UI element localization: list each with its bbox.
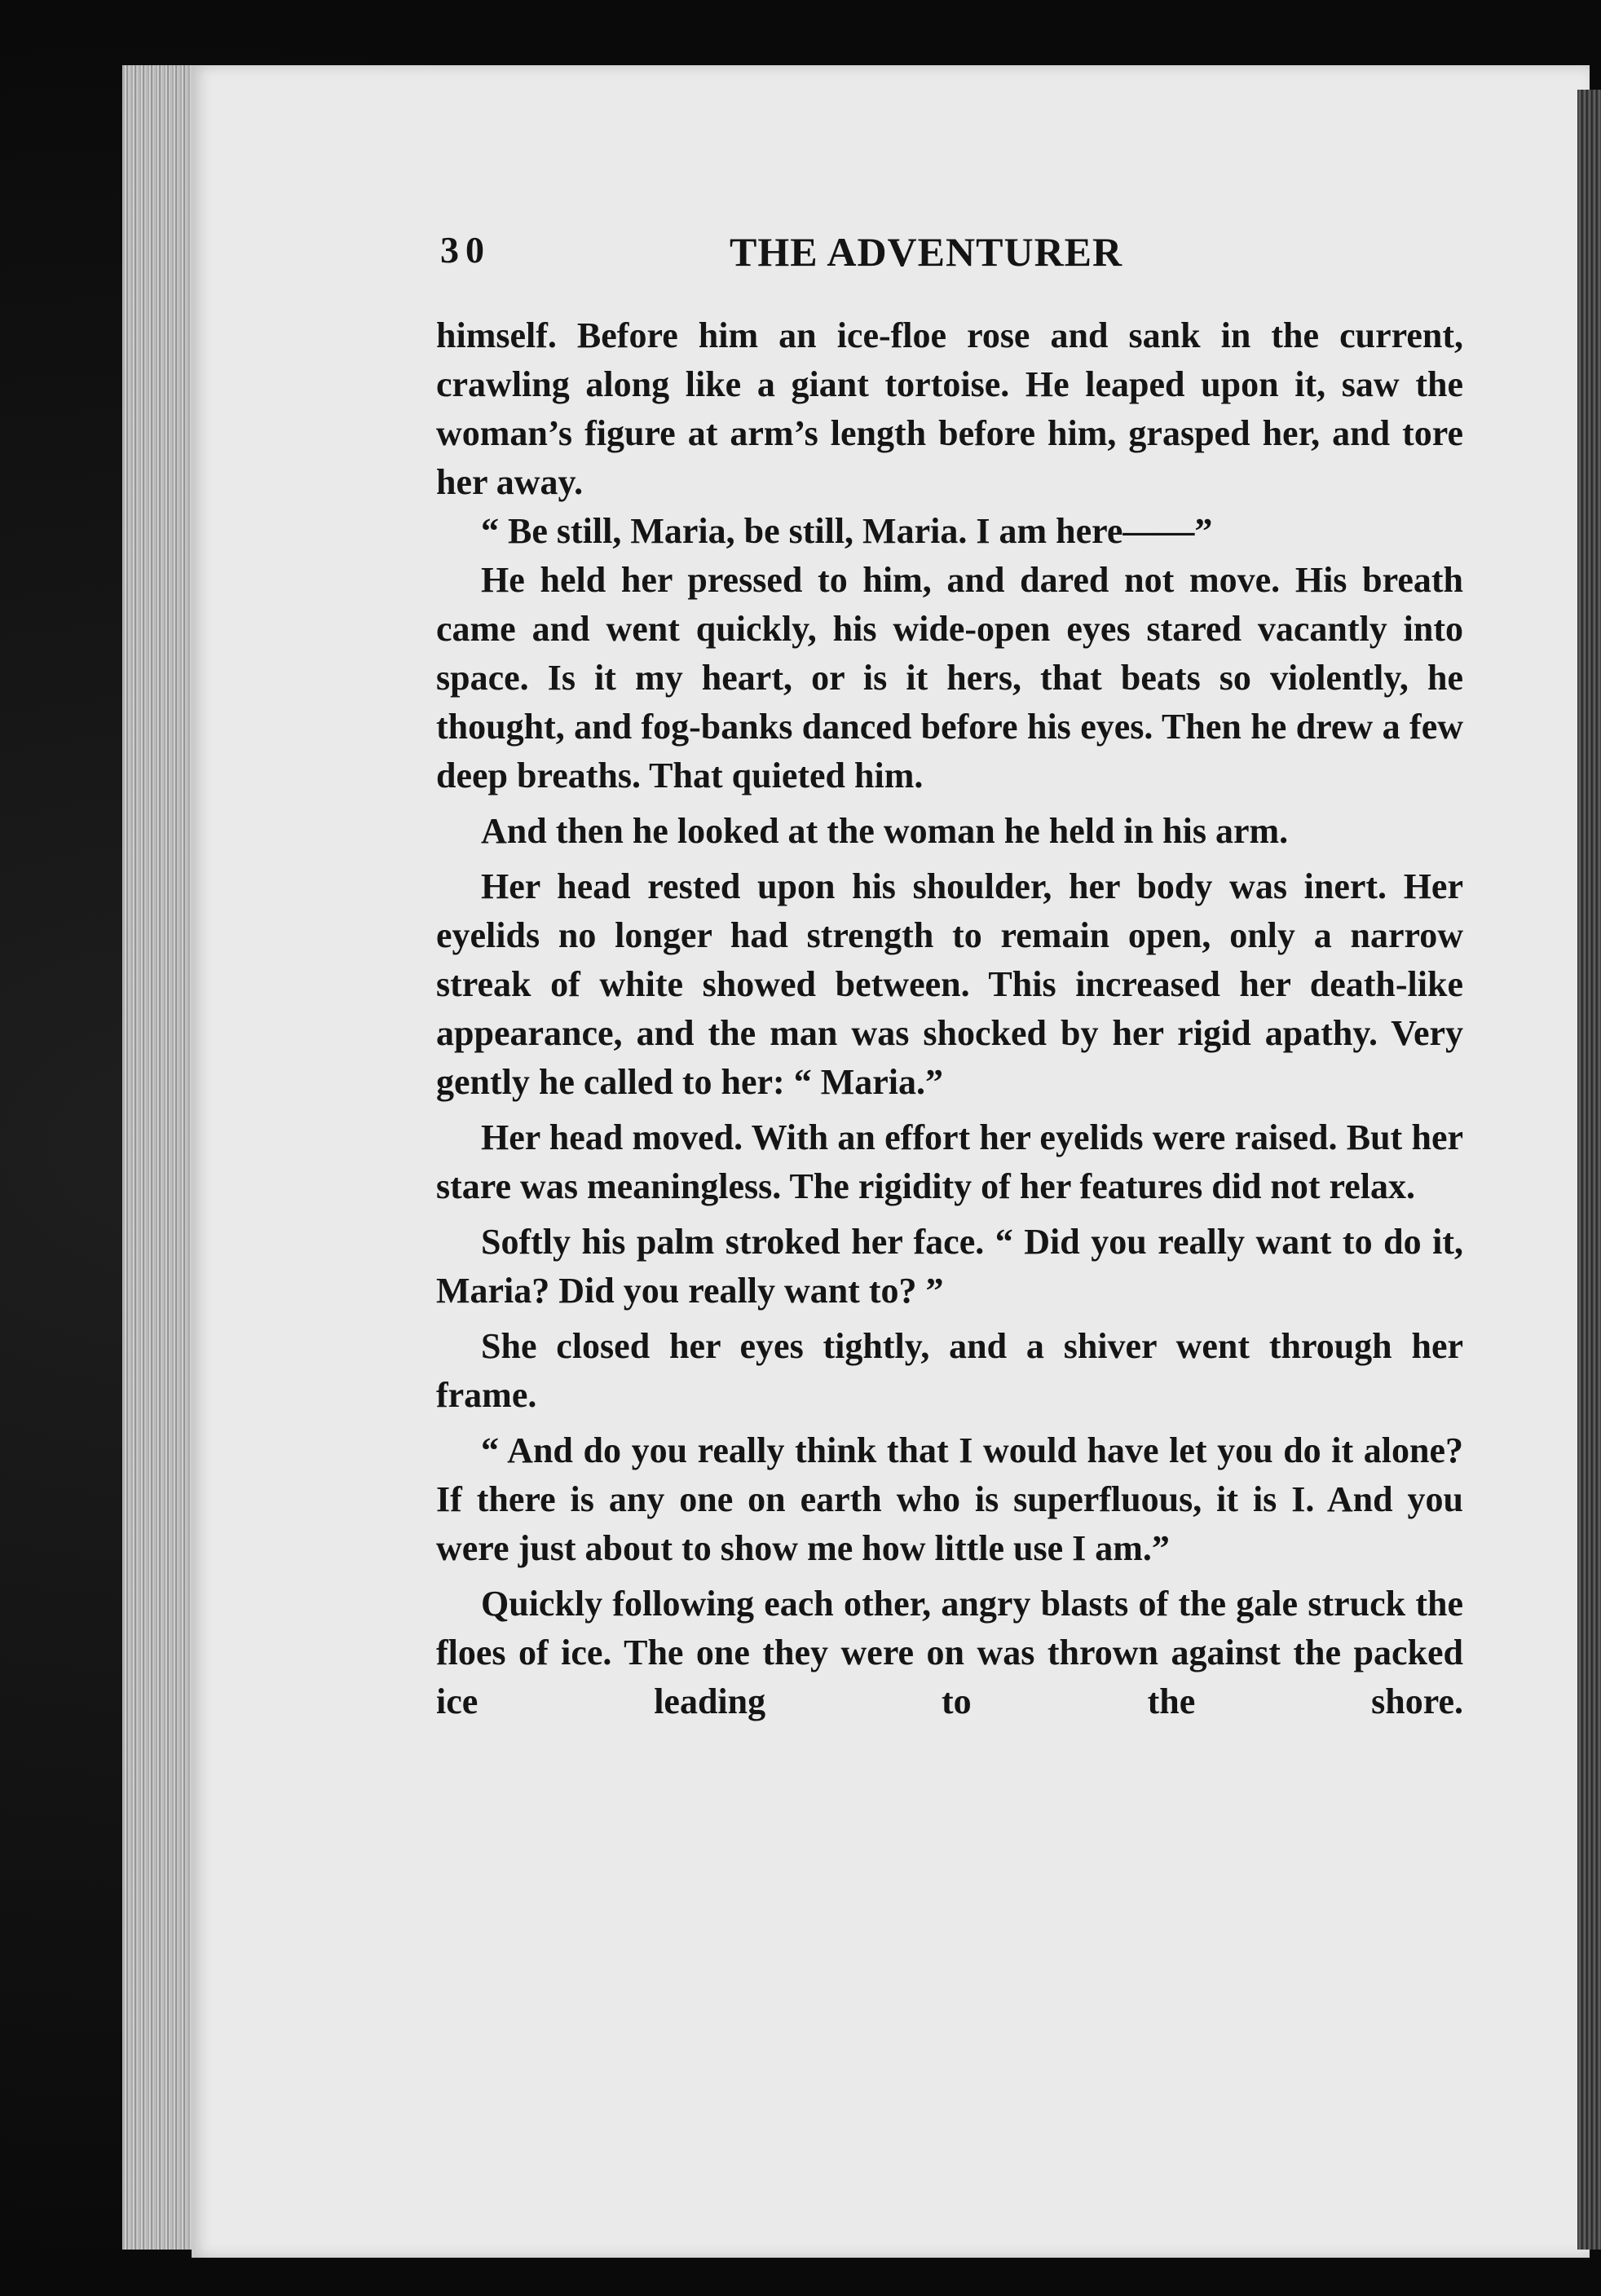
paragraph: himself. Before him an ice-floe rose and sank in the current, crawling along like a giant tortoise. He leaped upon it, saw the woman’s figure at arm’s length before him, grasped her, and tore her away.: [436, 315, 1463, 502]
paragraph: Her head rested upon his shoulder, her body was inert. Her eyelids no longer had strength to remain open, only a narrow streak of white showed between. This increased her death-like appearance, and the man was shocked by her rigid apathy. Very gently he called to her: “ Maria.”: [436, 866, 1463, 1102]
paragraph: Softly his palm stroked her face. “ Did you really want to do it, Maria? Did you really want to? ”: [436, 1222, 1463, 1311]
running-title: THE ADVENTURER: [730, 229, 1123, 275]
body-text: [436, 311, 1463, 1726]
page-number: 30: [440, 229, 491, 271]
paragraph: He held her pressed to him, and dared not move. His breath came and went quickly, his wide-open eyes stared vacantly into space. Is it my heart, or is it hers, that beats so violently, he thought, and fog-banks danced before his eyes. Then he drew a few deep breaths. That quieted him.: [436, 560, 1463, 795]
book-right-edge: [1577, 90, 1601, 2250]
paragraph: “ And do you really think that I would have let you do it alone? If there is any one on earth who is superfluous, it is I. And you were just about to show me how little use I am.”: [436, 1430, 1463, 1568]
paragraph: Her head moved. With an effort her eyelids were raised. But her stare was meaningless. The rigidity of her features did not relax.: [436, 1117, 1463, 1206]
paragraph: Quickly following each other, angry blasts of the gale struck the floes of ice. The one they were on was thrown against the packed ice leading to the shore.: [436, 1584, 1463, 1721]
paragraph: And then he looked at the woman he held in his arm.: [481, 811, 1289, 851]
paragraph: “ Be still, Maria, be still, Maria. I am here——”: [481, 511, 1213, 551]
running-head: [440, 228, 1455, 293]
paragraph: She closed her eyes tightly, and a shiver went through her frame.: [436, 1326, 1463, 1415]
